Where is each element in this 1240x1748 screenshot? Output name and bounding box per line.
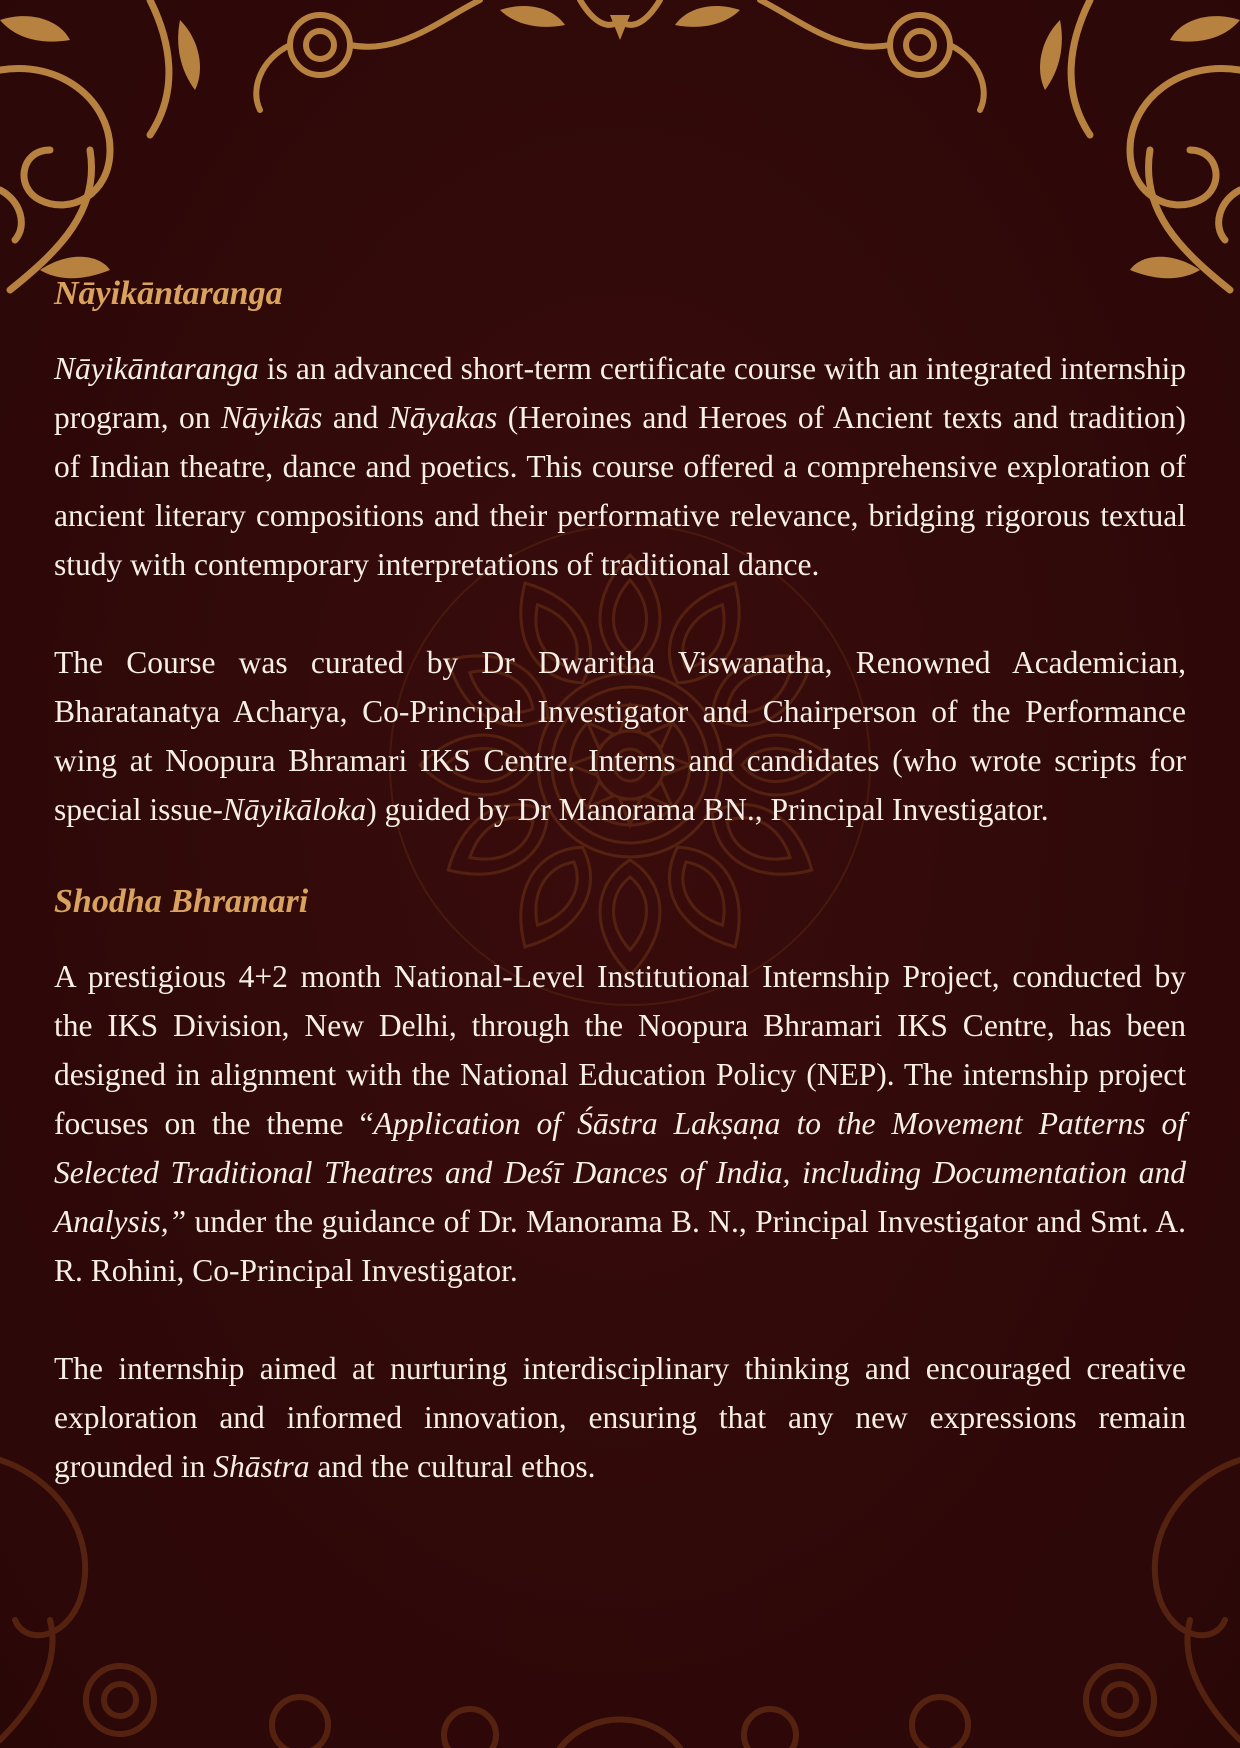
italic-term: Nāyikāloka [222,792,367,827]
paragraph-course-curation [54,638,1186,834]
paragraph-course-overview [54,344,1186,589]
paragraph-internship-project [54,952,1186,1295]
italic-term: Nāyakas [388,400,498,435]
swirl-ornament-icon [0,0,260,300]
text-span: The internship aimed at nurturing interdisciplinary thinking and encouraged creative exploration and informed innovation, ensuring that any new expressions remain grounded in [54,1351,1186,1484]
italic-term: Shāstra [213,1449,310,1484]
italic-term: Nāyikāntaranga [54,351,259,386]
italic-term: Nāyikās [220,400,323,435]
text-span: and the cultural ethos. [309,1449,596,1484]
section-heading-nayikantaranga: Nāyikāntaranga [54,275,283,312]
article-body [54,270,1186,1491]
paragraph-internship-aim [54,1344,1186,1491]
text-span: (Heroines and Heroes of Ancient texts and tradition) of Indian theatre, dance and poetics. This course offered a comprehensive exploration of ancient literary compositions and their performative relevance, bridging rigorous textual study with contemporary interpretations of traditional dance. [54,400,1186,582]
text-span: under the guidance of Dr. Manorama B. N., Principal Investigator and Smt. A. R. Rohini, Co-Principal Investigator. [54,1204,1186,1288]
text-span: and [322,400,389,435]
section-heading-shodha-bhramari: Shodha Bhramari [54,883,309,920]
text-span: is an advanced short-term certificate course with an integrated internship program, on [54,351,1186,435]
italic-theme: Application of Śāstra Lakṣaṇa to the Movement Patterns of Selected Traditional Theatres and Deśī Dances of India, including Documentation and Analysis,” [54,1106,1186,1239]
text-span: The Course was curated by Dr Dwaritha Viswanatha, Renowned Academician, Bharatanatya Acharya, Co-Principal Investigator and Chairperson of the Performance wing at Noopura Bhramari IKS Centre. Interns and candidates (who wrote scripts for special issue- [54,645,1186,827]
swirl-ornament-icon [980,0,1240,300]
text-span: A prestigious 4+2 month National-Level Institutional Internship Project, conducted by the IKS Division, New Delhi, through the Noopura Bhramari IKS Centre, has been designed in alignment with the National Education Policy (NEP). The internship project focuses on the theme “ [54,959,1186,1141]
text-span: ) guided by Dr Manorama BN., Principal Investigator. [366,792,1049,827]
swirl-ornament-icon [250,0,990,130]
